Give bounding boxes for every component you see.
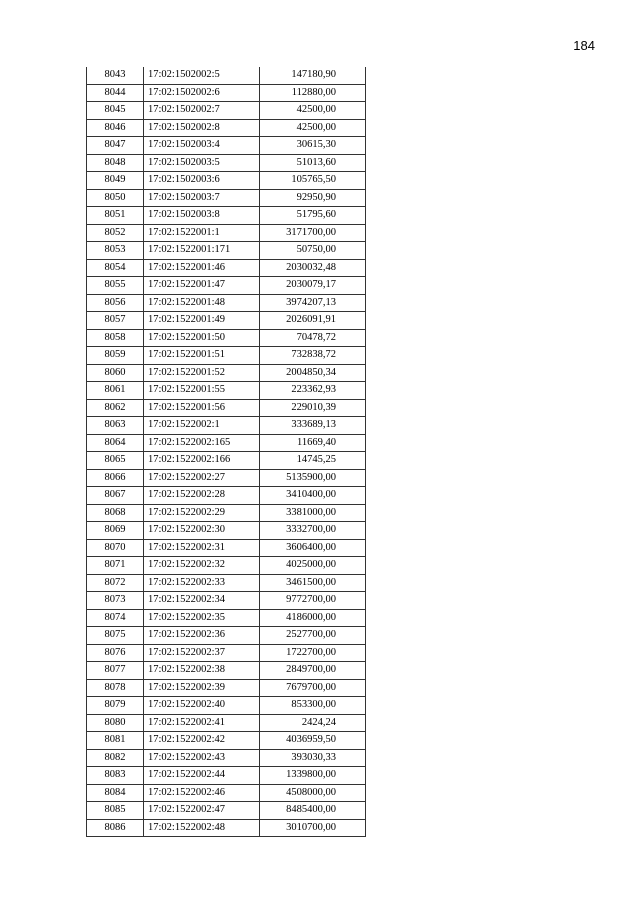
cadastral-value-cell: 8485400,00	[260, 802, 366, 820]
table-row	[87, 504, 366, 522]
cadastral-value-cell: 42500,00	[260, 102, 366, 120]
row-number-cell: 8081	[87, 732, 144, 750]
cadastral-value-cell: 92950,90	[260, 189, 366, 207]
cadastral-value-cell: 4025000,00	[260, 557, 366, 575]
cadastral-number-cell: 17:02:1502003:5	[144, 154, 260, 172]
cadastral-value-cell: 853300,00	[260, 697, 366, 715]
table-body	[87, 67, 366, 837]
cadastral-number-cell: 17:02:1522002:40	[144, 697, 260, 715]
row-number-cell: 8059	[87, 347, 144, 365]
table-row	[87, 382, 366, 400]
table-row	[87, 452, 366, 470]
cadastral-value-cell: 51795,60	[260, 207, 366, 225]
table-row	[87, 609, 366, 627]
cadastral-number-cell: 17:02:1522002:44	[144, 767, 260, 785]
cadastral-value-cell: 2849700,00	[260, 662, 366, 680]
table-row	[87, 539, 366, 557]
cadastral-value-cell: 9772700,00	[260, 592, 366, 610]
cadastral-number-cell: 17:02:1522001:50	[144, 329, 260, 347]
cadastral-value-cell: 2026091,91	[260, 312, 366, 330]
row-number-cell: 8074	[87, 609, 144, 627]
row-number-cell: 8044	[87, 84, 144, 102]
row-number-cell: 8058	[87, 329, 144, 347]
table-row	[87, 172, 366, 190]
row-number-cell: 8052	[87, 224, 144, 242]
cadastral-value-cell: 70478,72	[260, 329, 366, 347]
row-number-cell: 8043	[87, 67, 144, 84]
table-row	[87, 469, 366, 487]
cadastral-value-cell: 3410400,00	[260, 487, 366, 505]
cadastral-number-cell: 17:02:1522002:48	[144, 819, 260, 837]
cadastral-number-cell: 17:02:1522002:38	[144, 662, 260, 680]
row-number-cell: 8085	[87, 802, 144, 820]
cadastral-value-cell: 2527700,00	[260, 627, 366, 645]
row-number-cell: 8079	[87, 697, 144, 715]
table-row	[87, 119, 366, 137]
table-row	[87, 627, 366, 645]
table-row	[87, 784, 366, 802]
cadastral-value-cell: 105765,50	[260, 172, 366, 190]
table-row	[87, 574, 366, 592]
table-row	[87, 732, 366, 750]
cadastral-value-cell: 3381000,00	[260, 504, 366, 522]
cadastral-number-cell: 17:02:1522001:1	[144, 224, 260, 242]
cadastral-number-cell: 17:02:1522002:33	[144, 574, 260, 592]
row-number-cell: 8080	[87, 714, 144, 732]
table-row	[87, 294, 366, 312]
cadastral-number-cell: 17:02:1522002:39	[144, 679, 260, 697]
table-row	[87, 154, 366, 172]
cadastral-value-cell: 229010,39	[260, 399, 366, 417]
table-row	[87, 819, 366, 837]
cadastral-value-cell: 4508000,00	[260, 784, 366, 802]
row-number-cell: 8078	[87, 679, 144, 697]
cadastral-number-cell: 17:02:1522001:171	[144, 242, 260, 260]
table-row	[87, 242, 366, 260]
table-row	[87, 522, 366, 540]
cadastral-number-cell: 17:02:1502002:8	[144, 119, 260, 137]
cadastral-number-cell: 17:02:1522002:37	[144, 644, 260, 662]
cadastral-number-cell: 17:02:1522001:49	[144, 312, 260, 330]
row-number-cell: 8054	[87, 259, 144, 277]
row-number-cell: 8050	[87, 189, 144, 207]
table-row	[87, 697, 366, 715]
row-number-cell: 8046	[87, 119, 144, 137]
cadastral-number-cell: 17:02:1522001:46	[144, 259, 260, 277]
page-number: 184	[573, 38, 595, 53]
cadastral-number-cell: 17:02:1522002:28	[144, 487, 260, 505]
cadastral-value-cell: 3171700,00	[260, 224, 366, 242]
cadastral-value-cell: 4186000,00	[260, 609, 366, 627]
cadastral-number-cell: 17:02:1522002:35	[144, 609, 260, 627]
cadastral-value-cell: 223362,93	[260, 382, 366, 400]
row-number-cell: 8077	[87, 662, 144, 680]
cadastral-value-cell: 112880,00	[260, 84, 366, 102]
table-row	[87, 102, 366, 120]
cadastral-number-cell: 17:02:1502002:5	[144, 67, 260, 84]
cadastral-number-cell: 17:02:1522002:27	[144, 469, 260, 487]
row-number-cell: 8048	[87, 154, 144, 172]
cadastral-value-cell: 3606400,00	[260, 539, 366, 557]
table-row	[87, 84, 366, 102]
cadastral-value-cell: 7679700,00	[260, 679, 366, 697]
cadastral-number-cell: 17:02:1522002:166	[144, 452, 260, 470]
cadastral-number-cell: 17:02:1522001:47	[144, 277, 260, 295]
cadastral-value-cell: 393030,33	[260, 749, 366, 767]
cadastral-number-cell: 17:02:1522002:1	[144, 417, 260, 435]
row-number-cell: 8065	[87, 452, 144, 470]
cadastral-value-cell: 1339800,00	[260, 767, 366, 785]
table-row	[87, 189, 366, 207]
row-number-cell: 8072	[87, 574, 144, 592]
row-number-cell: 8060	[87, 364, 144, 382]
row-number-cell: 8056	[87, 294, 144, 312]
cadastral-number-cell: 17:02:1522002:32	[144, 557, 260, 575]
table-row	[87, 67, 366, 84]
cadastral-value-cell: 4036959,50	[260, 732, 366, 750]
cadastral-value-cell: 2030079,17	[260, 277, 366, 295]
row-number-cell: 8073	[87, 592, 144, 610]
row-number-cell: 8055	[87, 277, 144, 295]
row-number-cell: 8082	[87, 749, 144, 767]
cadastral-number-cell: 17:02:1522001:51	[144, 347, 260, 365]
table-row	[87, 207, 366, 225]
table-row	[87, 259, 366, 277]
row-number-cell: 8057	[87, 312, 144, 330]
row-number-cell: 8083	[87, 767, 144, 785]
table-row	[87, 224, 366, 242]
table-row	[87, 749, 366, 767]
row-number-cell: 8086	[87, 819, 144, 837]
table-row	[87, 137, 366, 155]
cadastral-value-cell: 50750,00	[260, 242, 366, 260]
cadastral-number-cell: 17:02:1522001:48	[144, 294, 260, 312]
cadastral-value-cell: 2030032,48	[260, 259, 366, 277]
cadastral-number-cell: 17:02:1522002:30	[144, 522, 260, 540]
cadastral-number-cell: 17:02:1522002:43	[144, 749, 260, 767]
table-row	[87, 679, 366, 697]
table-row	[87, 417, 366, 435]
cadastral-number-cell: 17:02:1522002:36	[144, 627, 260, 645]
cadastral-number-cell: 17:02:1522001:56	[144, 399, 260, 417]
row-number-cell: 8045	[87, 102, 144, 120]
cadastral-value-cell: 2004850,34	[260, 364, 366, 382]
cadastral-number-cell: 17:02:1522002:31	[144, 539, 260, 557]
row-number-cell: 8069	[87, 522, 144, 540]
table-row	[87, 644, 366, 662]
cadastral-value-cell: 147180,90	[260, 67, 366, 84]
row-number-cell: 8063	[87, 417, 144, 435]
row-number-cell: 8068	[87, 504, 144, 522]
cadastral-number-cell: 17:02:1522001:52	[144, 364, 260, 382]
cadastral-number-cell: 17:02:1502002:7	[144, 102, 260, 120]
cadastral-value-cell: 11669,40	[260, 434, 366, 452]
cadastral-number-cell: 17:02:1502003:6	[144, 172, 260, 190]
cadastral-value-cell: 2424,24	[260, 714, 366, 732]
table-row	[87, 767, 366, 785]
cadastral-number-cell: 17:02:1502003:4	[144, 137, 260, 155]
cadastral-value-cell: 5135900,00	[260, 469, 366, 487]
cadastral-number-cell: 17:02:1522001:55	[144, 382, 260, 400]
cadastral-value-cell: 3974207,13	[260, 294, 366, 312]
row-number-cell: 8062	[87, 399, 144, 417]
cadastral-value-cell: 42500,00	[260, 119, 366, 137]
cadastral-number-cell: 17:02:1522002:47	[144, 802, 260, 820]
table-row	[87, 329, 366, 347]
cadastral-number-cell: 17:02:1502002:6	[144, 84, 260, 102]
table-row	[87, 557, 366, 575]
cadastral-number-cell: 17:02:1522002:165	[144, 434, 260, 452]
row-number-cell: 8053	[87, 242, 144, 260]
cadastral-value-cell: 333689,13	[260, 417, 366, 435]
row-number-cell: 8067	[87, 487, 144, 505]
table-row	[87, 714, 366, 732]
cadastral-value-cell: 51013,60	[260, 154, 366, 172]
row-number-cell: 8064	[87, 434, 144, 452]
cadastral-number-cell: 17:02:1522002:41	[144, 714, 260, 732]
cadastral-value-cell: 732838,72	[260, 347, 366, 365]
row-number-cell: 8070	[87, 539, 144, 557]
cadastral-number-cell: 17:02:1522002:46	[144, 784, 260, 802]
row-number-cell: 8047	[87, 137, 144, 155]
row-number-cell: 8049	[87, 172, 144, 190]
cadastral-value-table	[86, 67, 366, 837]
table-row	[87, 277, 366, 295]
table-row	[87, 347, 366, 365]
cadastral-value-cell: 14745,25	[260, 452, 366, 470]
row-number-cell: 8076	[87, 644, 144, 662]
row-number-cell: 8084	[87, 784, 144, 802]
table-row	[87, 592, 366, 610]
cadastral-value-cell: 3010700,00	[260, 819, 366, 837]
row-number-cell: 8066	[87, 469, 144, 487]
table-row	[87, 434, 366, 452]
cadastral-number-cell: 17:02:1522002:29	[144, 504, 260, 522]
table-row	[87, 662, 366, 680]
row-number-cell: 8071	[87, 557, 144, 575]
cadastral-number-cell: 17:02:1522002:42	[144, 732, 260, 750]
cadastral-number-cell: 17:02:1502003:8	[144, 207, 260, 225]
table-row	[87, 399, 366, 417]
table-row	[87, 487, 366, 505]
row-number-cell: 8051	[87, 207, 144, 225]
table-row	[87, 312, 366, 330]
cadastral-value-cell: 3332700,00	[260, 522, 366, 540]
cadastral-number-cell: 17:02:1522002:34	[144, 592, 260, 610]
row-number-cell: 8061	[87, 382, 144, 400]
cadastral-value-cell: 3461500,00	[260, 574, 366, 592]
cadastral-value-cell: 30615,30	[260, 137, 366, 155]
cadastral-value-cell: 1722700,00	[260, 644, 366, 662]
table-row	[87, 364, 366, 382]
table-row	[87, 802, 366, 820]
cadastral-number-cell: 17:02:1502003:7	[144, 189, 260, 207]
row-number-cell: 8075	[87, 627, 144, 645]
